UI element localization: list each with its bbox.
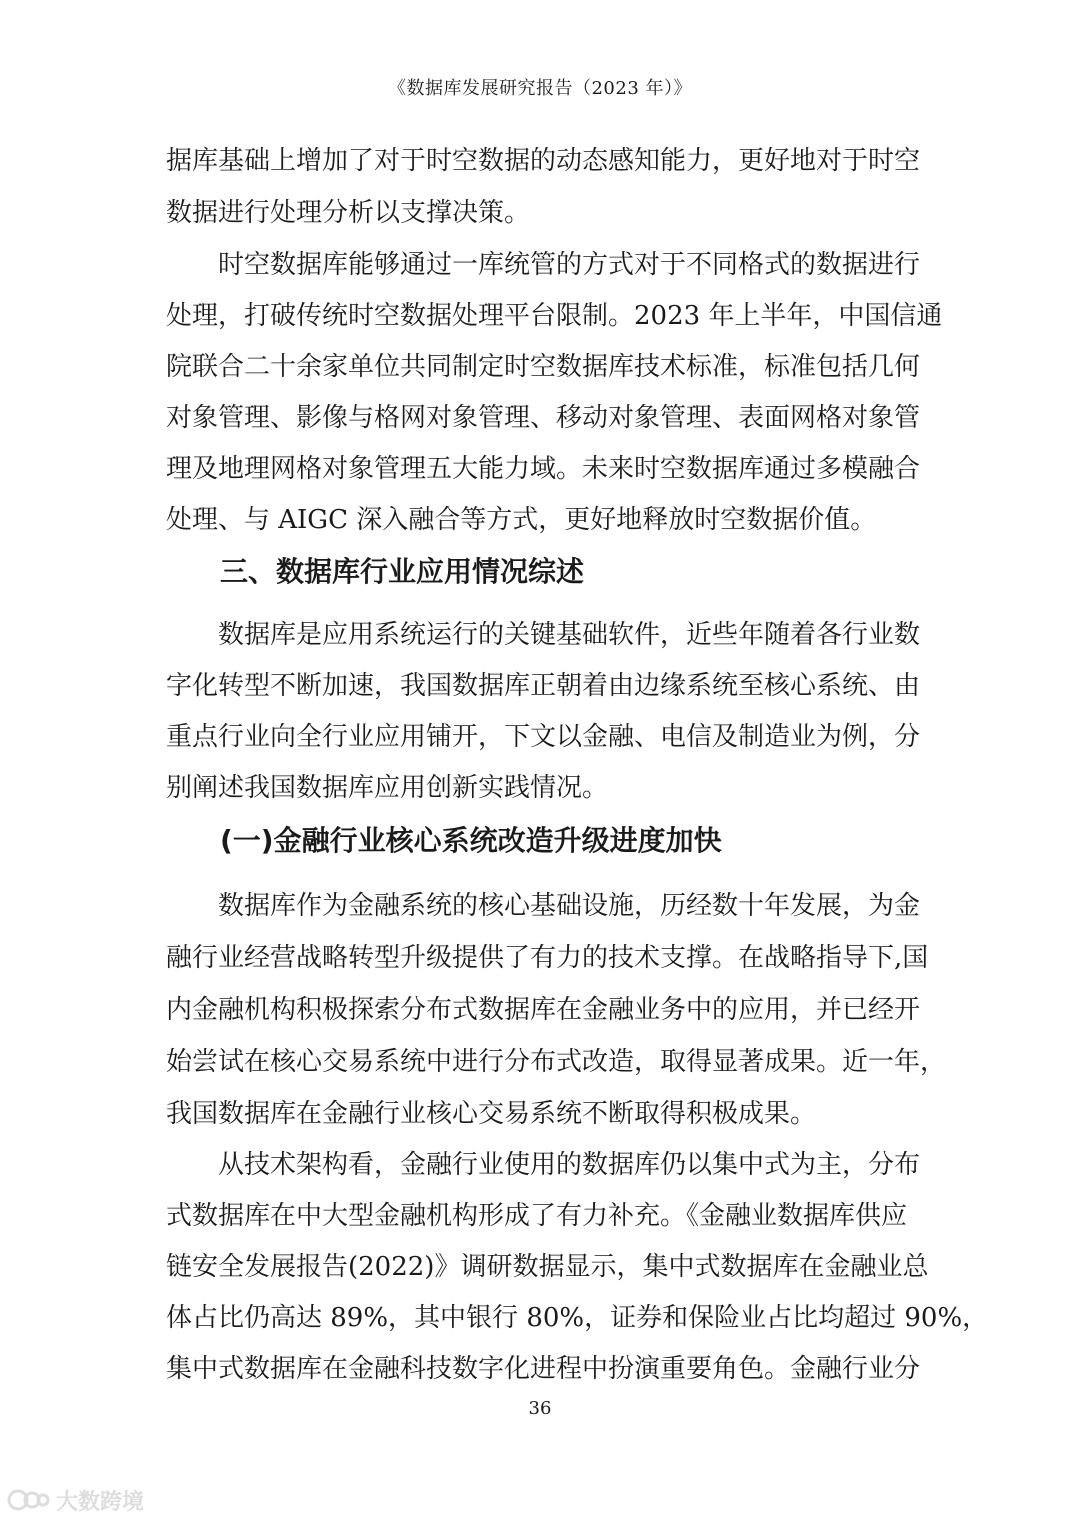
running-header: 《数据库发展研究报告（2023 年）》 xyxy=(387,78,693,99)
paragraph-line: 内金融机构积极探索分布式数据库在金融业务中的应用，并已经开 xyxy=(166,995,921,1025)
paragraph-line: 处理，打破传统时空数据处理平台限制。2023 年上半年，中国信通 xyxy=(166,301,943,331)
paragraph-line: 对象管理、影像与格网对象管理、移动对象管理、表面网格对象管 xyxy=(166,403,921,433)
paragraph-line: 数据库是应用系统运行的关键基础软件，近些年随着各行业数 xyxy=(218,620,921,650)
paragraph-line: 数据进行处理分析以支撑决策。 xyxy=(166,198,531,228)
paragraph-line: 融行业经营战略转型升级提供了有力的技术支撑。在战略指导下,国 xyxy=(166,943,929,973)
paragraph-line: 据库基础上增加了对于时空数据的动态感知能力，更好地对于时空 xyxy=(166,146,921,176)
paragraph-line: 字化转型不断加速，我国数据库正朝着由边缘系统至核心系统、由 xyxy=(166,671,921,701)
paragraph-line: 我国数据库在金融行业核心交易系统不断取得积极成果。 xyxy=(166,1099,817,1129)
brand-logo-icon xyxy=(6,1485,50,1515)
subsection-heading: (一)金融行业核心系统改造升级进度加快 xyxy=(220,824,722,857)
paragraph-line: 别阐述我国数据库应用创新实践情况。 xyxy=(166,773,609,803)
paragraph-line: 始尝试在核心交易系统中进行分布式改造，取得显著成果。近一年， xyxy=(166,1047,947,1077)
paragraph-line: 院联合二十余家单位共同制定时空数据库技术标准，标准包括几何 xyxy=(166,352,921,382)
watermark xyxy=(6,1482,144,1518)
section-heading: 三、数据库行业应用情况综述 xyxy=(220,555,585,588)
paragraph-line: 式数据库在中大型金融机构形成了有力补充。《金融业数据库供应 xyxy=(166,1201,908,1231)
paragraph-line: 集中式数据库在金融科技数字化进程中扮演重要角色。金融行业分 xyxy=(166,1354,921,1384)
paragraph-line: 时空数据库能够通过一库统管的方式对于不同格式的数据进行 xyxy=(218,250,921,280)
paragraph-line: 重点行业向全行业应用铺开，下文以金融、电信及制造业为例，分 xyxy=(166,722,921,752)
paragraph-line: 理及地理网格对象管理五大能力域。未来时空数据库通过多模融合 xyxy=(166,454,921,484)
paragraph-line: 链安全发展报告(2022)》调研数据显示，集中式数据库在金融业总 xyxy=(166,1252,929,1282)
page-number: 36 xyxy=(528,1398,552,1419)
paragraph-line: 从技术架构看，金融行业使用的数据库仍以集中式为主，分布 xyxy=(218,1150,921,1180)
paragraph-line: 处理、与 AIGC 深入融合等方式，更好地释放时空数据价值。 xyxy=(166,505,877,535)
paragraph-line: 体占比仍高达 89%，其中银行 80%，证券和保险业占比均超过 90%， xyxy=(166,1303,989,1333)
watermark-text: 大数跨境 xyxy=(56,1489,145,1515)
paragraph-line: 数据库作为金融系统的核心基础设施，历经数十年发展，为金 xyxy=(218,891,921,921)
